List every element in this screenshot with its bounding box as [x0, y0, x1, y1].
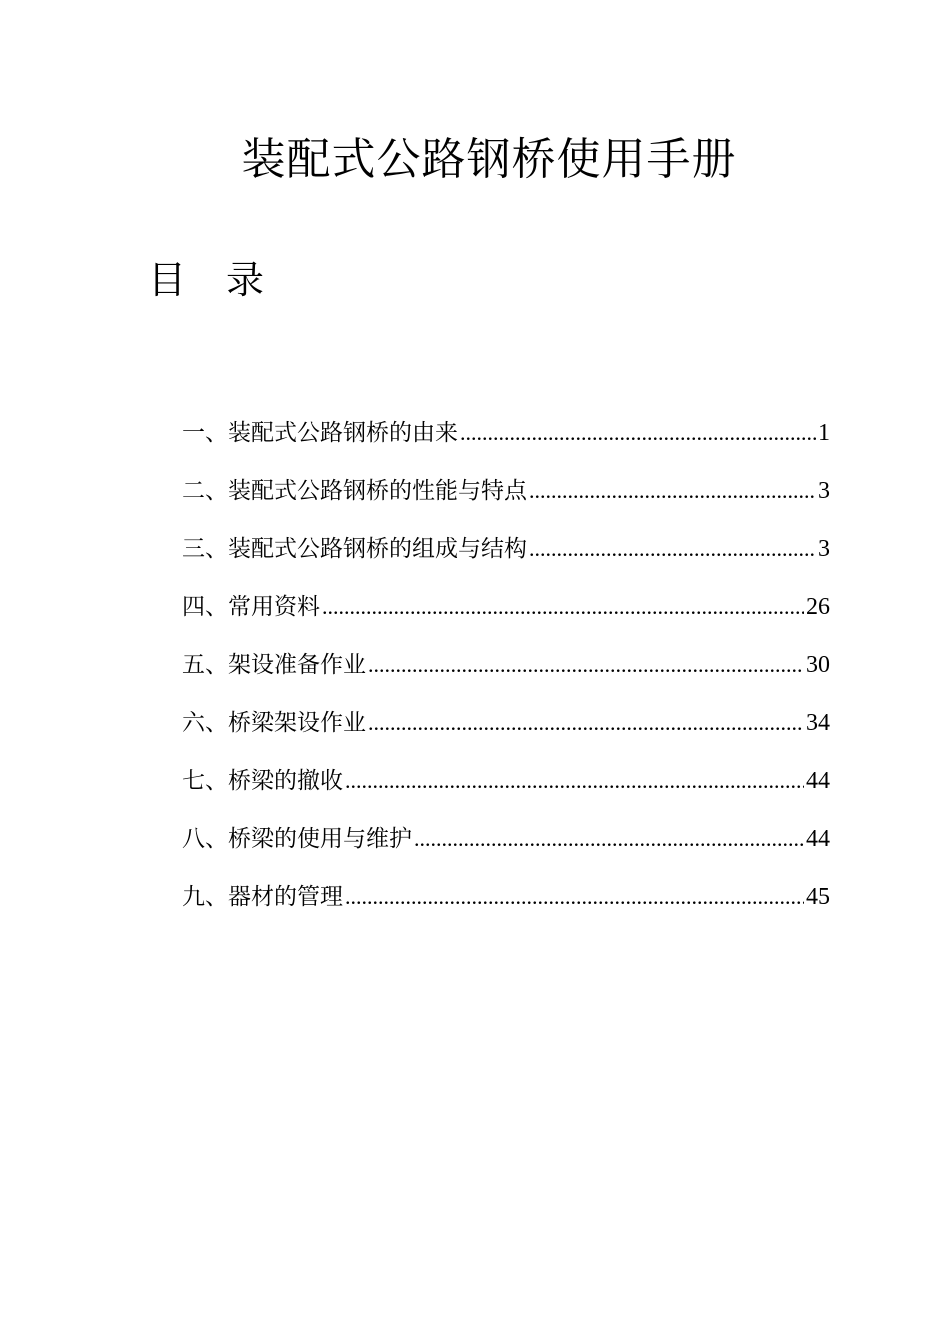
- toc-entry[interactable]: [182, 763, 830, 821]
- toc-heading: [148, 254, 264, 306]
- toc-entry-page: 3: [818, 478, 830, 504]
- toc-entry[interactable]: [182, 415, 830, 473]
- toc-entry[interactable]: [182, 821, 830, 879]
- toc-dot-leader: [345, 879, 804, 915]
- toc-entry-label: 一、装配式公路钢桥的由来: [182, 420, 458, 446]
- toc-entry-page: 34: [806, 710, 830, 736]
- toc-entry-page: 44: [806, 768, 830, 794]
- toc-entry-page: 44: [806, 826, 830, 852]
- toc-dot-leader: [414, 821, 804, 857]
- toc-dot-leader: [460, 415, 816, 451]
- toc-dot-leader: [368, 705, 804, 741]
- document-title: 装配式公路钢桥使用手册: [241, 134, 737, 185]
- toc-heading-char-2: 录: [226, 258, 265, 302]
- toc-entry[interactable]: [182, 705, 830, 763]
- toc-entry[interactable]: [182, 647, 830, 705]
- toc-dot-leader: [322, 589, 804, 625]
- toc-entry-label: 五、架设准备作业: [182, 652, 366, 678]
- toc-entry-page: 1: [818, 420, 830, 446]
- toc-entry[interactable]: [182, 531, 830, 589]
- toc-entry-page: 26: [806, 594, 830, 620]
- toc-dot-leader: [529, 473, 816, 509]
- toc-entry-label: 四、常用资料: [182, 594, 320, 620]
- toc-entry[interactable]: [182, 589, 830, 647]
- toc-heading-char-1: 目: [148, 258, 187, 302]
- toc-entry-label: 二、装配式公路钢桥的性能与特点: [182, 478, 527, 504]
- toc-entry-label: 九、器材的管理: [182, 884, 343, 910]
- toc-entry-page: 3: [818, 536, 830, 562]
- toc-entry-page: 30: [806, 652, 830, 678]
- toc-entry-label: 六、桥梁架设作业: [182, 710, 366, 736]
- toc-dot-leader: [368, 647, 804, 683]
- toc-dot-leader: [345, 763, 804, 799]
- toc-entry-label: 八、桥梁的使用与维护: [182, 826, 412, 852]
- toc-entry[interactable]: [182, 473, 830, 531]
- toc-entry-label: 七、桥梁的撤收: [182, 768, 343, 794]
- toc-entry-page: 45: [806, 884, 830, 910]
- toc-dot-leader: [529, 531, 816, 567]
- toc-entry-label: 三、装配式公路钢桥的组成与结构: [182, 536, 527, 562]
- table-of-contents: [182, 415, 830, 937]
- toc-entry[interactable]: [182, 879, 830, 937]
